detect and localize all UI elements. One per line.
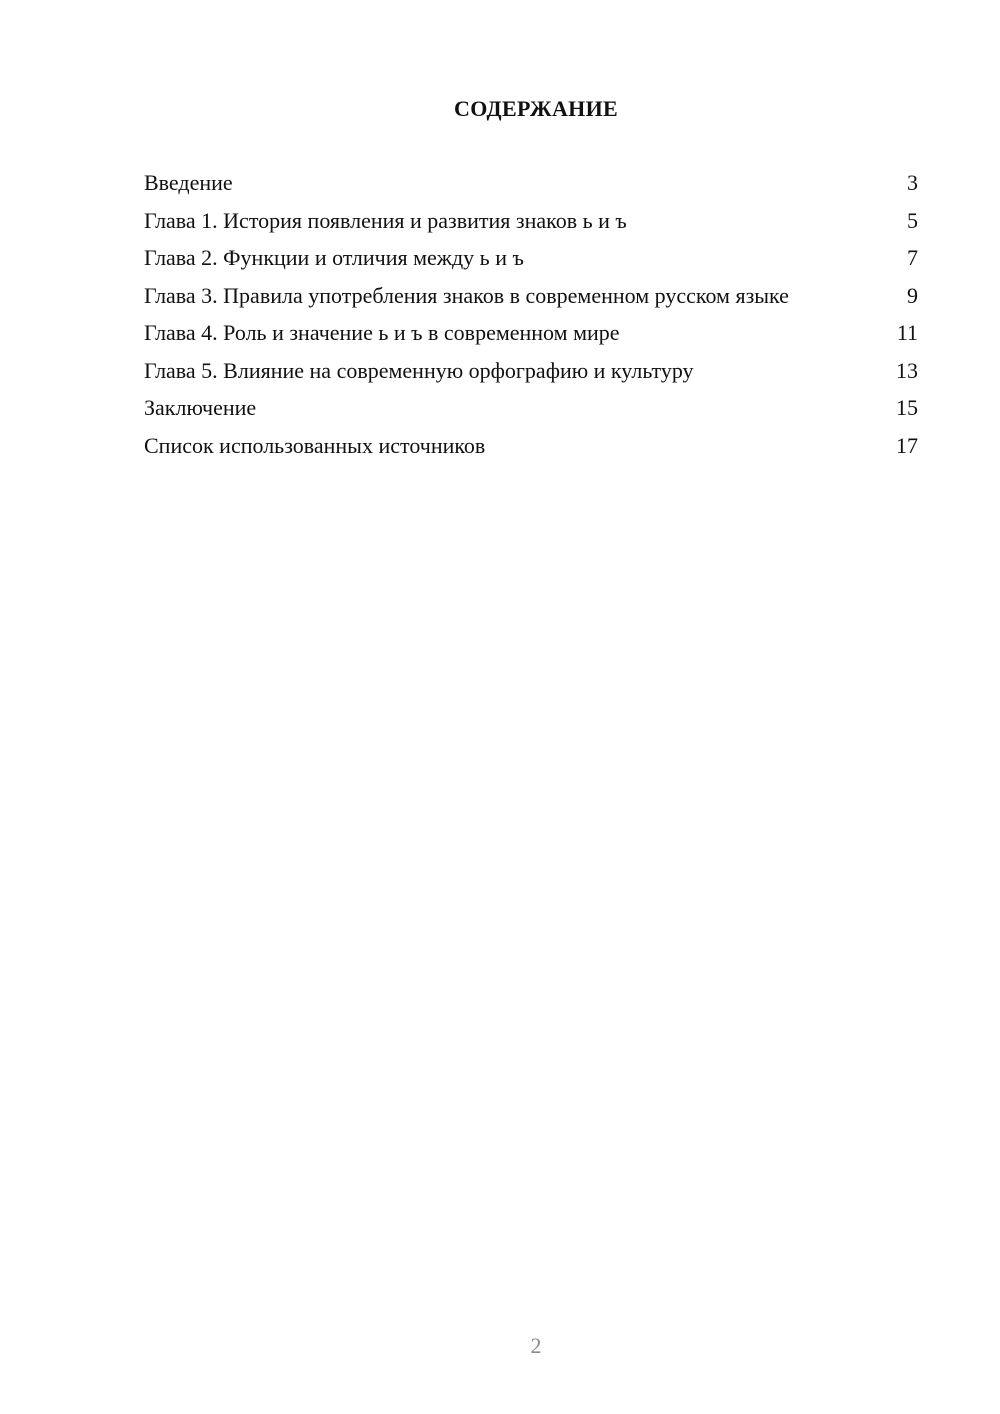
page-title: СОДЕРЖАНИЕ bbox=[454, 96, 618, 121]
toc-entry-chapter-4 bbox=[144, 320, 918, 346]
toc-entry-label: Глава 2. Функции и отличия между ь и ъ bbox=[144, 245, 524, 270]
toc-entry-label: Глава 5. Влияние на современную орфографию и культуру bbox=[144, 357, 694, 383]
toc-entry-page: 3 bbox=[907, 170, 918, 195]
toc-entry-label: Глава 3. Правила употребления знаков в современном русском языке bbox=[144, 282, 789, 308]
toc-entry-page: 11 bbox=[896, 320, 918, 345]
toc-entry-chapter-3 bbox=[144, 283, 918, 309]
toc-entry-label: Введение bbox=[144, 170, 233, 195]
toc-entry-page: 9 bbox=[907, 282, 918, 308]
toc-entry-label: Глава 1. История появления и развития знаков ь и ъ bbox=[144, 207, 627, 233]
toc-entry-chapter-1 bbox=[144, 208, 918, 234]
toc-entry-page: 17 bbox=[896, 432, 918, 458]
toc-entry-page: 15 bbox=[896, 395, 918, 420]
toc-entry-references bbox=[144, 433, 918, 459]
toc-entry-label: Список использованных источников bbox=[144, 432, 486, 458]
toc-entry-page: 13 bbox=[896, 357, 918, 383]
toc-entry-page: 5 bbox=[907, 207, 918, 233]
toc-entry-chapter-5 bbox=[144, 358, 918, 384]
page-number: 2 bbox=[530, 1333, 542, 1358]
table-of-contents bbox=[144, 170, 918, 470]
toc-entry-chapter-2 bbox=[144, 245, 918, 271]
toc-entry-label: Заключение bbox=[144, 395, 257, 420]
toc-entry-introduction bbox=[144, 170, 918, 196]
toc-entry-page: 7 bbox=[907, 245, 918, 270]
toc-entry-conclusion bbox=[144, 395, 918, 421]
toc-entry-label: Глава 4. Роль и значение ь и ъ в современном мире bbox=[144, 320, 620, 345]
